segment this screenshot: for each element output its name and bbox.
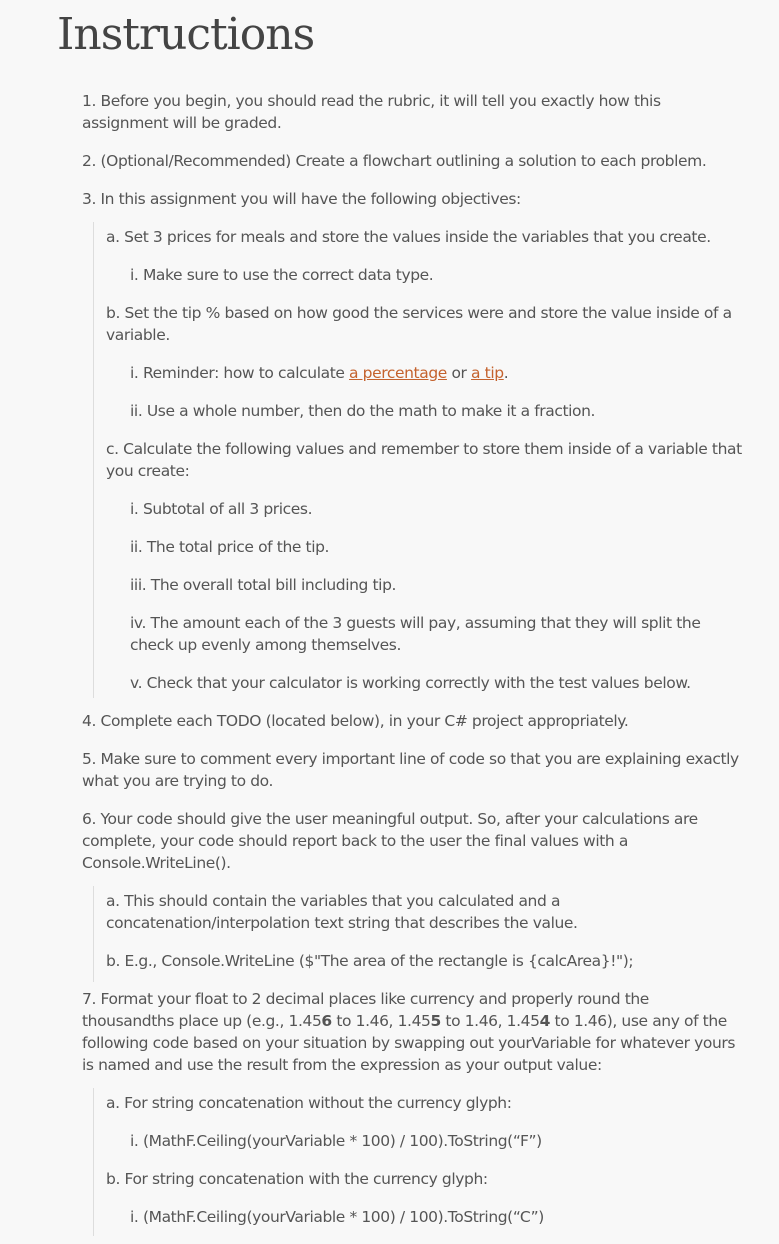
list-item-3c-v: v. Check that your calculator is working correctly with the test values below. (130, 674, 691, 692)
format-text: to 1.46, 1.45 (440, 1012, 540, 1030)
format-text: to 1.46), use any of the following code based on your situation by swapping out yourVariable for whatever yours is named and use the result from the expression as your output value: (82, 1012, 736, 1074)
list-item-3c-iii: iii. The overall total bill including tip. (130, 576, 397, 594)
list-item-3: 3. In this assignment you will have the following objectives: (82, 190, 521, 208)
bold-digit: 6 (321, 1012, 332, 1030)
bold-digit: 5 (430, 1012, 441, 1030)
indent-guide (93, 222, 94, 698)
indent-guide (93, 886, 94, 982)
period-text: . (503, 364, 509, 382)
list-item-3a-i: i. Make sure to use the correct data type. (130, 266, 434, 284)
list-item-3a: a. Set 3 prices for meals and store the values inside the variables that you create. (106, 228, 711, 246)
list-item-2: 2. (Optional/Recommended) Create a flowchart outlining a solution to each problem. (82, 152, 707, 170)
list-item-6: 6. Your code should give the user meaningful output. So, after your calculations are complete, your code should report back to the user the final values with a Console.WriteLine(). (82, 810, 698, 872)
list-item-6b: b. E.g., Console.WriteLine ($"The area of the rectangle is {calcArea}!"); (106, 952, 634, 970)
bold-digit: 4 (539, 1012, 550, 1030)
list-item-3b: b. Set the tip % based on how good the services were and store the value inside of a variable. (106, 304, 732, 344)
list-item-5: 5. Make sure to comment every important line of code so that you are explaining exactly what you are trying to do. (82, 750, 739, 790)
list-item-3c-iv: iv. The amount each of the 3 guests will pay, assuming that they will split the check up evenly among themselves. (130, 614, 701, 654)
page-title: Instructions (57, 9, 315, 60)
percentage-link[interactable]: a percentage (349, 364, 447, 382)
list-item-3c: c. Calculate the following values and remember to store them inside of a variable that you create: (106, 440, 742, 480)
list-item-3c-i: i. Subtotal of all 3 prices. (130, 500, 313, 518)
indent-guide (93, 1088, 94, 1236)
list-item-4: 4. Complete each TODO (located below), in your C# project appropriately. (82, 712, 629, 730)
list-item-3b-ii: ii. Use a whole number, then do the math to make it a fraction. (130, 402, 596, 420)
list-item-3b-i (130, 362, 742, 384)
or-text: or (446, 364, 472, 382)
format-text: 7. Format your float to 2 decimal places like currency and properly round the thousandths place up (e.g., 1.45 (82, 990, 649, 1030)
list-item-1: 1. Before you begin, you should read the rubric, it will tell you exactly how this assignment will be graded. (82, 92, 661, 132)
list-item-7b-i: i. (MathF.Ceiling(yourVariable * 100) / 100).ToString(“C”) (130, 1208, 544, 1226)
list-item-7a-i: i. (MathF.Ceiling(yourVariable * 100) / 100).ToString(“F”) (130, 1132, 542, 1150)
list-item-7b: b. For string concatenation with the currency glyph: (106, 1170, 488, 1188)
list-item-6a: a. This should contain the variables that you calculated and a concatenation/interpolation text string that describes the value. (106, 892, 578, 932)
list-item-3c-ii: ii. The total price of the tip. (130, 538, 330, 556)
format-text: to 1.46, 1.45 (331, 1012, 431, 1030)
list-item-7 (82, 988, 742, 1076)
tip-link[interactable]: a tip (471, 364, 504, 382)
reminder-text: i. Reminder: how to calculate (130, 364, 350, 382)
list-item-7a: a. For string concatenation without the currency glyph: (106, 1094, 512, 1112)
